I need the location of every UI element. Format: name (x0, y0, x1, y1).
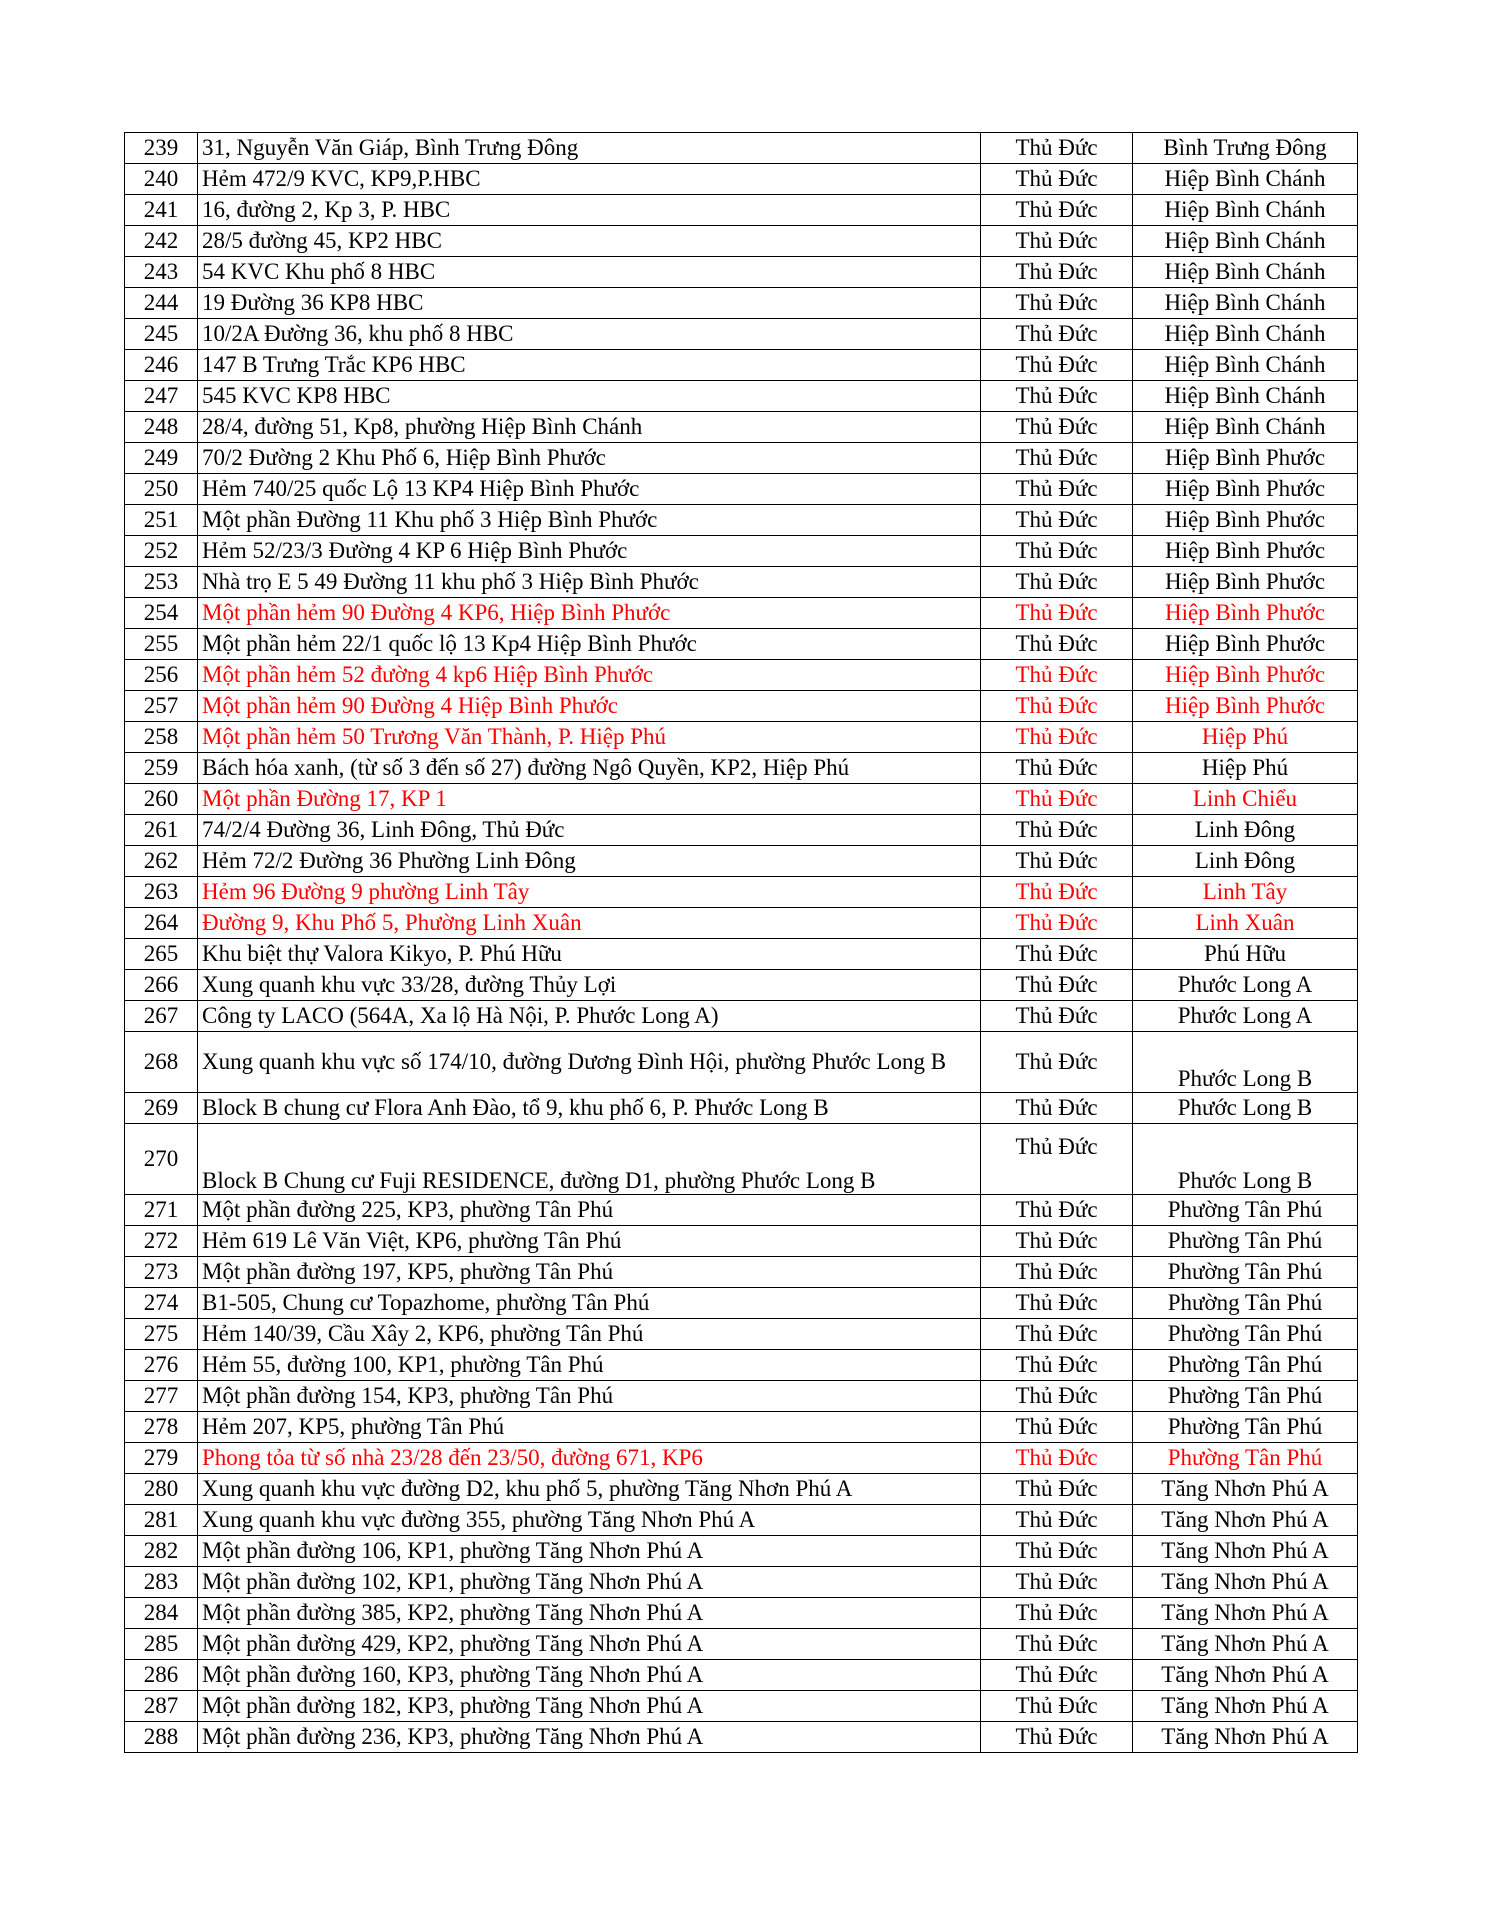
row-number-cell: 276 (125, 1350, 198, 1381)
ward-cell: Hiệp Bình Chánh (1133, 164, 1358, 195)
district-cell: Thủ Đức (981, 1474, 1133, 1505)
row-number-cell: 242 (125, 226, 198, 257)
table-row (125, 1722, 1358, 1753)
table-row (125, 1660, 1358, 1691)
ward-cell: Tăng Nhơn Phú A (1133, 1505, 1358, 1536)
ward-cell: Hiệp Bình Chánh (1133, 226, 1358, 257)
ward-cell: Linh Chiểu (1133, 784, 1358, 815)
address-cell: Hẻm 72/2 Đường 36 Phường Linh Đông (198, 846, 981, 877)
ward-cell: Hiệp Bình Phước (1133, 567, 1358, 598)
address-cell: Nhà trọ E 5 49 Đường 11 khu phố 3 Hiệp Bình Phước (198, 567, 981, 598)
ward-cell: Hiệp Bình Chánh (1133, 288, 1358, 319)
district-cell: Thủ Đức (981, 1124, 1133, 1195)
ward-cell: Hiệp Bình Phước (1133, 536, 1358, 567)
table-body (125, 133, 1358, 1753)
row-number-cell: 267 (125, 1001, 198, 1032)
table-row (125, 1536, 1358, 1567)
ward-cell: Phước Long A (1133, 1001, 1358, 1032)
lockdown-area-table (124, 132, 1358, 1753)
table-row (125, 567, 1358, 598)
district-cell: Thủ Đức (981, 474, 1133, 505)
address-cell: Hẻm 619 Lê Văn Việt, KP6, phường Tân Phú (198, 1226, 981, 1257)
table-row (125, 1381, 1358, 1412)
row-number-cell: 274 (125, 1288, 198, 1319)
table-row (125, 1505, 1358, 1536)
table-row (125, 505, 1358, 536)
ward-cell: Linh Đông (1133, 846, 1358, 877)
ward-cell: Tăng Nhơn Phú A (1133, 1567, 1358, 1598)
table-row (125, 412, 1358, 443)
district-cell: Thủ Đức (981, 1257, 1133, 1288)
district-cell: Thủ Đức (981, 1505, 1133, 1536)
table-row (125, 443, 1358, 474)
address-cell: Một phần hẻm 90 Đường 4 KP6, Hiệp Bình Phước (198, 598, 981, 629)
row-number-cell: 269 (125, 1093, 198, 1124)
ward-cell: Phường Tân Phú (1133, 1195, 1358, 1226)
district-cell: Thủ Đức (981, 133, 1133, 164)
row-number-cell: 261 (125, 815, 198, 846)
ward-cell: Linh Xuân (1133, 908, 1358, 939)
row-number-cell: 248 (125, 412, 198, 443)
district-cell: Thủ Đức (981, 1722, 1133, 1753)
ward-cell: Tăng Nhơn Phú A (1133, 1598, 1358, 1629)
ward-cell: Tăng Nhơn Phú A (1133, 1691, 1358, 1722)
row-number-cell: 255 (125, 629, 198, 660)
row-number-cell: 285 (125, 1629, 198, 1660)
district-cell: Thủ Đức (981, 1001, 1133, 1032)
table-row (125, 257, 1358, 288)
district-cell: Thủ Đức (981, 939, 1133, 970)
ward-cell: Hiệp Bình Phước (1133, 443, 1358, 474)
row-number-cell: 278 (125, 1412, 198, 1443)
row-number-cell: 288 (125, 1722, 198, 1753)
row-number-cell: 279 (125, 1443, 198, 1474)
row-number-cell: 252 (125, 536, 198, 567)
district-cell: Thủ Đức (981, 288, 1133, 319)
table-row (125, 1412, 1358, 1443)
district-cell: Thủ Đức (981, 1195, 1133, 1226)
district-cell: Thủ Đức (981, 319, 1133, 350)
district-cell: Thủ Đức (981, 598, 1133, 629)
table-row (125, 1093, 1358, 1124)
row-number-cell: 264 (125, 908, 198, 939)
row-number-cell: 257 (125, 691, 198, 722)
district-cell: Thủ Đức (981, 257, 1133, 288)
table-row (125, 846, 1358, 877)
address-cell: 74/2/4 Đường 36, Linh Đông, Thủ Đức (198, 815, 981, 846)
table-row (125, 133, 1358, 164)
district-cell: Thủ Đức (981, 629, 1133, 660)
district-cell: Thủ Đức (981, 350, 1133, 381)
row-number-cell: 262 (125, 846, 198, 877)
ward-cell: Hiệp Bình Chánh (1133, 319, 1358, 350)
address-cell: 147 B Trưng Trắc KP6 HBC (198, 350, 981, 381)
ward-cell: Phước Long B (1133, 1032, 1358, 1093)
address-cell: Xung quanh khu vực đường 355, phường Tăng Nhơn Phú A (198, 1505, 981, 1536)
address-cell: Một phần hẻm 50 Trương Văn Thành, P. Hiệp Phú (198, 722, 981, 753)
table-row (125, 660, 1358, 691)
table-row (125, 1226, 1358, 1257)
table-row (125, 1001, 1358, 1032)
ward-cell: Hiệp Bình Chánh (1133, 381, 1358, 412)
district-cell: Thủ Đức (981, 1093, 1133, 1124)
address-cell: Khu biệt thự Valora Kikyo, P. Phú Hữu (198, 939, 981, 970)
row-number-cell: 277 (125, 1381, 198, 1412)
ward-cell: Phước Long B (1133, 1093, 1358, 1124)
district-cell: Thủ Đức (981, 1691, 1133, 1722)
row-number-cell: 283 (125, 1567, 198, 1598)
ward-cell: Hiệp Bình Phước (1133, 598, 1358, 629)
address-cell: Một phần đường 154, KP3, phường Tân Phú (198, 1381, 981, 1412)
district-cell: Thủ Đức (981, 1567, 1133, 1598)
table-row (125, 722, 1358, 753)
district-cell: Thủ Đức (981, 381, 1133, 412)
district-cell: Thủ Đức (981, 505, 1133, 536)
ward-cell: Tăng Nhơn Phú A (1133, 1722, 1358, 1753)
row-number-cell: 256 (125, 660, 198, 691)
row-number-cell: 287 (125, 1691, 198, 1722)
address-cell: 545 KVC KP8 HBC (198, 381, 981, 412)
district-cell: Thủ Đức (981, 815, 1133, 846)
row-number-cell: 275 (125, 1319, 198, 1350)
ward-cell: Hiệp Bình Phước (1133, 629, 1358, 660)
table-row (125, 1443, 1358, 1474)
ward-cell: Hiệp Bình Phước (1133, 660, 1358, 691)
district-cell: Thủ Đức (981, 753, 1133, 784)
table-row (125, 1629, 1358, 1660)
district-cell: Thủ Đức (981, 1350, 1133, 1381)
address-cell: Phong tỏa từ số nhà 23/28 đến 23/50, đường 671, KP6 (198, 1443, 981, 1474)
row-number-cell: 251 (125, 505, 198, 536)
row-number-cell: 243 (125, 257, 198, 288)
ward-cell: Hiệp Bình Phước (1133, 474, 1358, 505)
address-cell: 28/5 đường 45, KP2 HBC (198, 226, 981, 257)
district-cell: Thủ Đức (981, 1629, 1133, 1660)
district-cell: Thủ Đức (981, 970, 1133, 1001)
address-cell: Một phần đường 197, KP5, phường Tân Phú (198, 1257, 981, 1288)
row-number-cell: 240 (125, 164, 198, 195)
address-cell: 54 KVC Khu phố 8 HBC (198, 257, 981, 288)
ward-cell: Tăng Nhơn Phú A (1133, 1474, 1358, 1505)
address-cell: Một phần đường 102, KP1, phường Tăng Nhơn Phú A (198, 1567, 981, 1598)
table-row (125, 288, 1358, 319)
district-cell: Thủ Đức (981, 1443, 1133, 1474)
district-cell: Thủ Đức (981, 164, 1133, 195)
district-cell: Thủ Đức (981, 1288, 1133, 1319)
ward-cell: Tăng Nhơn Phú A (1133, 1629, 1358, 1660)
address-cell: 28/4, đường 51, Kp8, phường Hiệp Bình Chánh (198, 412, 981, 443)
district-cell: Thủ Đức (981, 567, 1133, 598)
address-cell: Block B Chung cư Fuji RESIDENCE, đường D1, phường Phước Long B (198, 1124, 981, 1195)
address-cell: Một phần đường 106, KP1, phường Tăng Nhơn Phú A (198, 1536, 981, 1567)
address-cell: Hẻm 55, đường 100, KP1, phường Tân Phú (198, 1350, 981, 1381)
row-number-cell: 282 (125, 1536, 198, 1567)
district-cell: Thủ Đức (981, 412, 1133, 443)
address-cell: Một phần đường 160, KP3, phường Tăng Nhơn Phú A (198, 1660, 981, 1691)
row-number-cell: 245 (125, 319, 198, 350)
table-row (125, 629, 1358, 660)
table-row (125, 381, 1358, 412)
district-cell: Thủ Đức (981, 443, 1133, 474)
address-cell: Xung quanh khu vực 33/28, đường Thủy Lợi (198, 970, 981, 1001)
address-cell: Xung quanh khu vực số 174/10, đường Dương Đình Hội, phường Phước Long B (198, 1032, 981, 1093)
district-cell: Thủ Đức (981, 195, 1133, 226)
address-cell: Hẻm 96 Đường 9 phường Linh Tây (198, 877, 981, 908)
address-cell: Một phần đường 429, KP2, phường Tăng Nhơn Phú A (198, 1629, 981, 1660)
table-row (125, 1691, 1358, 1722)
address-cell: Hẻm 52/23/3 Đường 4 KP 6 Hiệp Bình Phước (198, 536, 981, 567)
district-cell: Thủ Đức (981, 908, 1133, 939)
district-cell: Thủ Đức (981, 1412, 1133, 1443)
address-cell: Block B chung cư Flora Anh Đào, tổ 9, khu phố 6, P. Phước Long B (198, 1093, 981, 1124)
address-cell: Một phần đường 236, KP3, phường Tăng Nhơn Phú A (198, 1722, 981, 1753)
ward-cell: Hiệp Bình Phước (1133, 505, 1358, 536)
address-cell: 16, đường 2, Kp 3, P. HBC (198, 195, 981, 226)
address-cell: Một phần hẻm 90 Đường 4 Hiệp Bình Phước (198, 691, 981, 722)
table-row (125, 1257, 1358, 1288)
address-cell: Hẻm 740/25 quốc Lộ 13 KP4 Hiệp Bình Phước (198, 474, 981, 505)
row-number-cell: 253 (125, 567, 198, 598)
row-number-cell: 239 (125, 133, 198, 164)
table-row (125, 877, 1358, 908)
row-number-cell: 268 (125, 1032, 198, 1093)
table-row (125, 195, 1358, 226)
row-number-cell: 271 (125, 1195, 198, 1226)
row-number-cell: 265 (125, 939, 198, 970)
ward-cell: Phường Tân Phú (1133, 1288, 1358, 1319)
ward-cell: Bình Trưng Đông (1133, 133, 1358, 164)
row-number-cell: 254 (125, 598, 198, 629)
table-row (125, 1319, 1358, 1350)
address-cell: Một phần Đường 17, KP 1 (198, 784, 981, 815)
table-row (125, 908, 1358, 939)
address-cell: Xung quanh khu vực đường D2, khu phố 5, phường Tăng Nhơn Phú A (198, 1474, 981, 1505)
district-cell: Thủ Đức (981, 1032, 1133, 1093)
table-row (125, 226, 1358, 257)
district-cell: Thủ Đức (981, 877, 1133, 908)
table-row (125, 691, 1358, 722)
ward-cell: Phước Long B (1133, 1124, 1358, 1195)
ward-cell: Phú Hữu (1133, 939, 1358, 970)
ward-cell: Phường Tân Phú (1133, 1319, 1358, 1350)
address-cell: Một phần Đường 11 Khu phố 3 Hiệp Bình Phước (198, 505, 981, 536)
row-number-cell: 281 (125, 1505, 198, 1536)
address-cell: 19 Đường 36 KP8 HBC (198, 288, 981, 319)
district-cell: Thủ Đức (981, 784, 1133, 815)
ward-cell: Phường Tân Phú (1133, 1257, 1358, 1288)
row-number-cell: 241 (125, 195, 198, 226)
ward-cell: Phường Tân Phú (1133, 1381, 1358, 1412)
row-number-cell: 286 (125, 1660, 198, 1691)
ward-cell: Linh Đông (1133, 815, 1358, 846)
table-row (125, 1195, 1358, 1226)
address-cell: Hẻm 472/9 KVC, KP9,P.HBC (198, 164, 981, 195)
address-cell: Một phần hẻm 52 đường 4 kp6 Hiệp Bình Phước (198, 660, 981, 691)
table-row (125, 1598, 1358, 1629)
table-row (125, 350, 1358, 381)
address-cell: Hẻm 140/39, Cầu Xây 2, KP6, phường Tân Phú (198, 1319, 981, 1350)
ward-cell: Phường Tân Phú (1133, 1412, 1358, 1443)
address-cell: 70/2 Đường 2 Khu Phố 6, Hiệp Bình Phước (198, 443, 981, 474)
ward-cell: Hiệp Bình Chánh (1133, 412, 1358, 443)
ward-cell: Linh Tây (1133, 877, 1358, 908)
ward-cell: Hiệp Bình Chánh (1133, 195, 1358, 226)
district-cell: Thủ Đức (981, 660, 1133, 691)
ward-cell: Hiệp Phú (1133, 722, 1358, 753)
table-row (125, 1032, 1358, 1093)
row-number-cell: 247 (125, 381, 198, 412)
row-number-cell: 259 (125, 753, 198, 784)
row-number-cell: 260 (125, 784, 198, 815)
ward-cell: Phường Tân Phú (1133, 1443, 1358, 1474)
ward-cell: Hiệp Bình Phước (1133, 691, 1358, 722)
address-cell: 31, Nguyễn Văn Giáp, Bình Trưng Đông (198, 133, 981, 164)
table-row (125, 939, 1358, 970)
table-row (125, 970, 1358, 1001)
district-cell: Thủ Đức (981, 846, 1133, 877)
district-cell: Thủ Đức (981, 1381, 1133, 1412)
address-cell: Một phần đường 225, KP3, phường Tân Phú (198, 1195, 981, 1226)
address-cell: B1-505, Chung cư Topazhome, phường Tân Phú (198, 1288, 981, 1319)
district-cell: Thủ Đức (981, 1319, 1133, 1350)
ward-cell: Hiệp Phú (1133, 753, 1358, 784)
row-number-cell: 273 (125, 1257, 198, 1288)
address-cell: Đường 9, Khu Phố 5, Phường Linh Xuân (198, 908, 981, 939)
row-number-cell: 263 (125, 877, 198, 908)
table-row (125, 1567, 1358, 1598)
table-row (125, 536, 1358, 567)
row-number-cell: 272 (125, 1226, 198, 1257)
ward-cell: Phước Long A (1133, 970, 1358, 1001)
row-number-cell: 244 (125, 288, 198, 319)
table-row (125, 1288, 1358, 1319)
table-row (125, 598, 1358, 629)
address-cell: Một phần đường 385, KP2, phường Tăng Nhơn Phú A (198, 1598, 981, 1629)
row-number-cell: 266 (125, 970, 198, 1001)
address-cell: 10/2A Đường 36, khu phố 8 HBC (198, 319, 981, 350)
district-cell: Thủ Đức (981, 226, 1133, 257)
table-row (125, 1474, 1358, 1505)
row-number-cell: 258 (125, 722, 198, 753)
district-cell: Thủ Đức (981, 1660, 1133, 1691)
district-cell: Thủ Đức (981, 691, 1133, 722)
table-row (125, 1124, 1358, 1195)
district-cell: Thủ Đức (981, 722, 1133, 753)
address-cell: Bách hóa xanh, (từ số 3 đến số 27) đường Ngô Quyền, KP2, Hiệp Phú (198, 753, 981, 784)
row-number-cell: 280 (125, 1474, 198, 1505)
table-row (125, 164, 1358, 195)
district-cell: Thủ Đức (981, 536, 1133, 567)
ward-cell: Phường Tân Phú (1133, 1350, 1358, 1381)
row-number-cell: 246 (125, 350, 198, 381)
ward-cell: Tăng Nhơn Phú A (1133, 1536, 1358, 1567)
table-row (125, 784, 1358, 815)
district-cell: Thủ Đức (981, 1536, 1133, 1567)
table-row (125, 815, 1358, 846)
table-row (125, 474, 1358, 505)
table-row (125, 319, 1358, 350)
address-cell: Hẻm 207, KP5, phường Tân Phú (198, 1412, 981, 1443)
row-number-cell: 284 (125, 1598, 198, 1629)
row-number-cell: 249 (125, 443, 198, 474)
row-number-cell: 270 (125, 1124, 198, 1195)
address-cell: Một phần hẻm 22/1 quốc lộ 13 Kp4 Hiệp Bình Phước (198, 629, 981, 660)
row-number-cell: 250 (125, 474, 198, 505)
ward-cell: Hiệp Bình Chánh (1133, 350, 1358, 381)
district-cell: Thủ Đức (981, 1598, 1133, 1629)
address-cell: Công ty LACO (564A, Xa lộ Hà Nội, P. Phước Long A) (198, 1001, 981, 1032)
ward-cell: Tăng Nhơn Phú A (1133, 1660, 1358, 1691)
table-row (125, 753, 1358, 784)
district-cell: Thủ Đức (981, 1226, 1133, 1257)
ward-cell: Hiệp Bình Chánh (1133, 257, 1358, 288)
ward-cell: Phường Tân Phú (1133, 1226, 1358, 1257)
address-cell: Một phần đường 182, KP3, phường Tăng Nhơn Phú A (198, 1691, 981, 1722)
table-row (125, 1350, 1358, 1381)
